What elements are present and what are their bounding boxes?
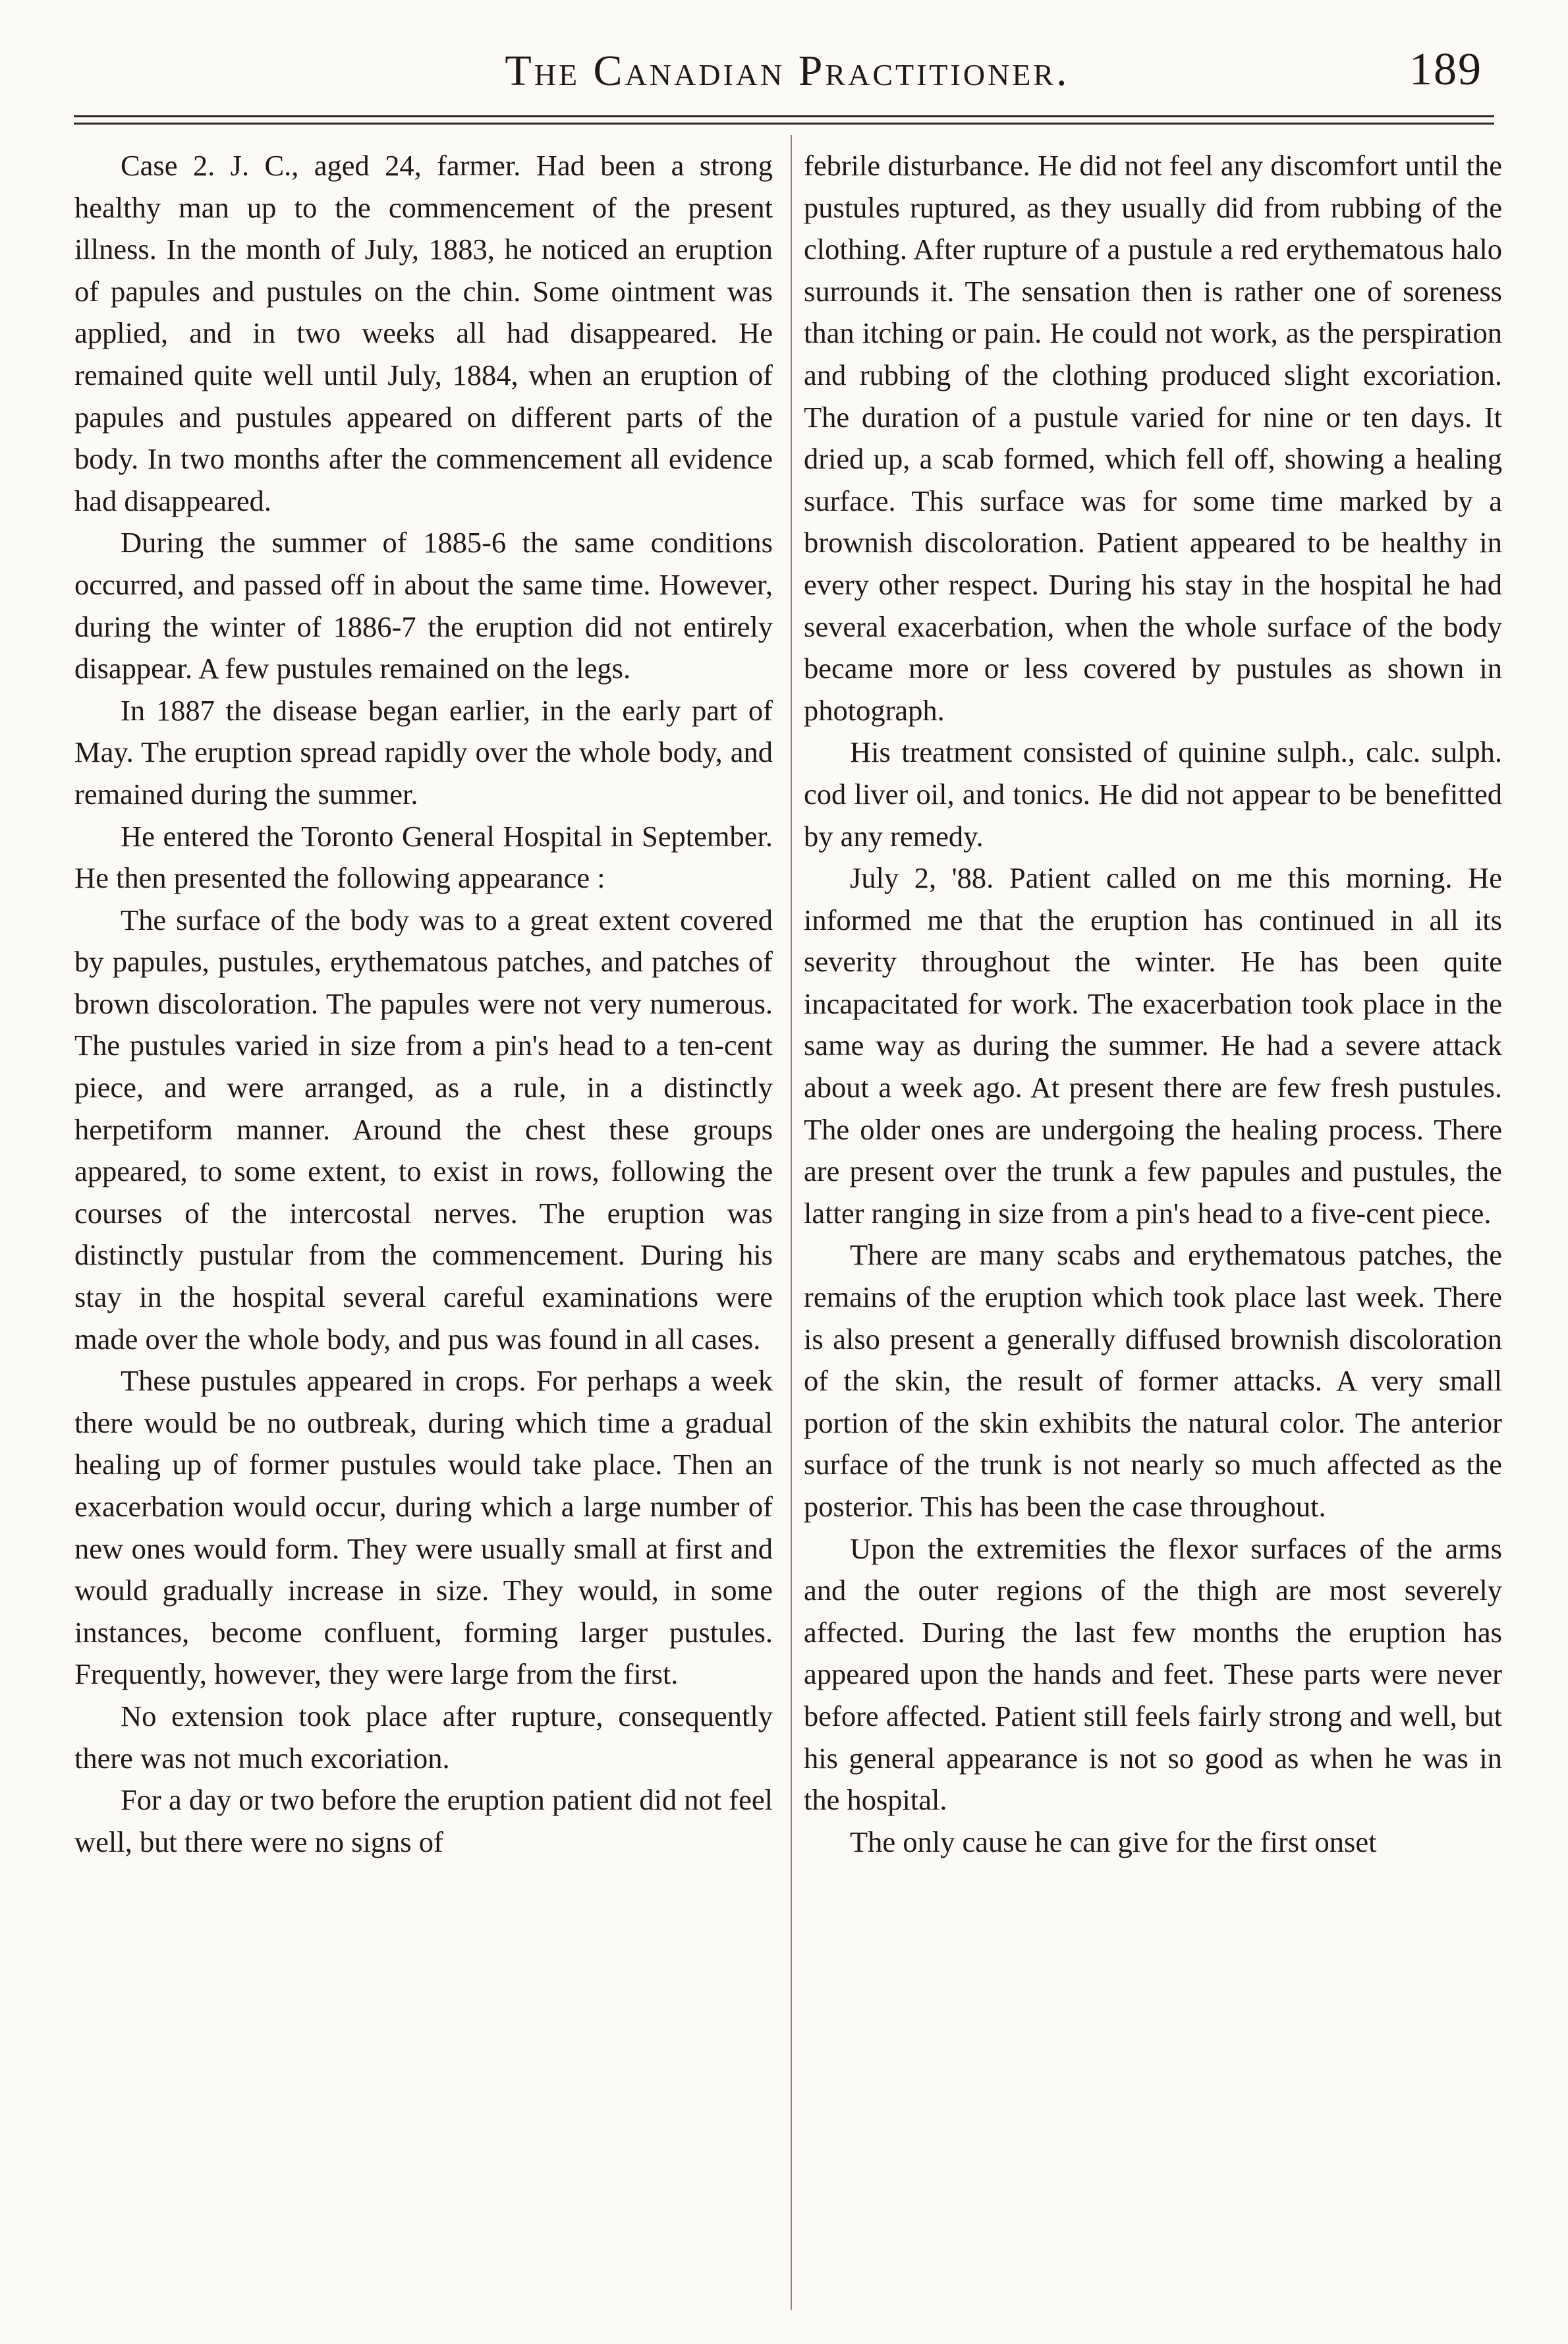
column-divider: [791, 135, 792, 2310]
paragraph: His treatment consisted of quinine sulph., calc. sulph. cod liver oil, and tonics. He did not appear to be benefitted by any remedy.: [804, 735, 1502, 853]
paragraph: For a day or two before the eruption patient did not feel well, but there were no signs of: [74, 1783, 773, 1858]
paragraph: The only cause he can give for the first onset: [850, 1825, 1377, 1858]
paragraph: During the summer of 1885-6 the same conditions occurred, and passed off in about the same time. However, during the winter of 1886-7 the eruption did not entirely disappear. A few pustules remained on the legs.: [74, 526, 773, 685]
paragraph: These pustules appeared in crops. For perhaps a week there would be no outbreak, during which time a gradual healing up of former pustules would take place. Then an exacerbation would occur, during which a large number of new ones would form. They were usually small at first and would gradually increase in size. They would, in some instances, become confluent, forming larger pustules. Frequently, however, they were large from the first.: [74, 1364, 773, 1691]
paragraph: No extension took place after rupture, consequently there was not much excoriation.: [74, 1699, 773, 1775]
paragraph: July 2, '88. Patient called on me this morning. He informed me that the eruption has continued in all its severity throughout the winter. He has been quite incapacitated for work. The exacerbation took place in the same way as during the summer. He had a severe attack about a week ago. At present there are few fresh pustules. The older ones are undergoing the healing process. There are present over the trunk a few papules and pustules, the latter ranging in size from a pin's head to a five-cent piece.: [804, 861, 1502, 1230]
right-column: [804, 145, 1502, 1863]
header-rule-bottom: [74, 123, 1494, 125]
paragraph: In 1887 the disease began earlier, in the early part of May. The eruption spread rapidly over the whole body, and remained during the summer.: [74, 693, 773, 811]
page-number: 189: [1409, 44, 1482, 95]
paragraph: Upon the extremities the flexor surfaces of the arms and the outer regions of the thigh are most severely affected. During the last few months the eruption has appeared upon the hands and feet. These parts were never before affected. Patient still feels fairly strong and well, but his general appearance is not so good as when he was in the hospital.: [804, 1531, 1502, 1817]
running-title: The Canadian Practitioner.: [505, 47, 1070, 95]
continued-paragraph: febrile disturbance. He did not feel any discomfort until the pustules ruptured, as they usually did from rubbing of the clothing. After rupture of a pustule a red erythematous halo surrounds it. The sensation then is rather one of soreness than itching or pain. He could not work, as the perspiration and rubbing of the clothing produced slight excoriation. The duration of a pustule varied for nine or ten days. It dried up, a scab formed, which fell off, showing a healing surface. This surface was for some time marked by a brownish discoloration. Patient appeared to be healthy in every other respect. During his stay in the hospital he had several exacerbation, when the whole surface of the body became more or less covered by pustules as shown in photograph.: [804, 149, 1502, 727]
page-header: [79, 40, 1496, 119]
paragraph: Case 2. J. C., aged 24, farmer. Had been a strong healthy man up to the commencement of the present illness. In the month of July, 1883, he noticed an eruption of papules and pustules on the chin. Some ointment was applied, and in two weeks all had disappeared. He remained quite well until July, 1884, when an eruption of papules and pustules appeared on different parts of the body. In two months after the commencement all evidence had disappeared.: [74, 149, 773, 517]
paragraph: The surface of the body was to a great extent covered by papules, pustules, erythematous patches, and patches of brown discoloration. The papules were not very numerous. The pustules varied in size from a pin's head to a ten-cent piece, and were arranged, as a rule, in a distinctly herpetiform manner. Around the chest these groups appeared, to some extent, to exist in rows, following the courses of the intercostal nerves. The eruption was distinctly pustular from the commencement. During his stay in the hospital several careful examinations were made over the whole body, and pus was found in all cases.: [74, 903, 773, 1356]
paragraph: There are many scabs and erythematous patches, the remains of the eruption which took place last week. There is also present a generally diffused brownish discoloration of the skin, the result of former attacks. A very small portion of the skin exhibits the natural color. The anterior surface of the trunk is not nearly so much affected as the posterior. This has been the case throughout.: [804, 1238, 1502, 1523]
header-rule-top: [74, 115, 1494, 117]
left-column: [74, 145, 773, 1863]
paragraph: He entered the Toronto General Hospital in September. He then presented the following appearance :: [74, 819, 773, 895]
